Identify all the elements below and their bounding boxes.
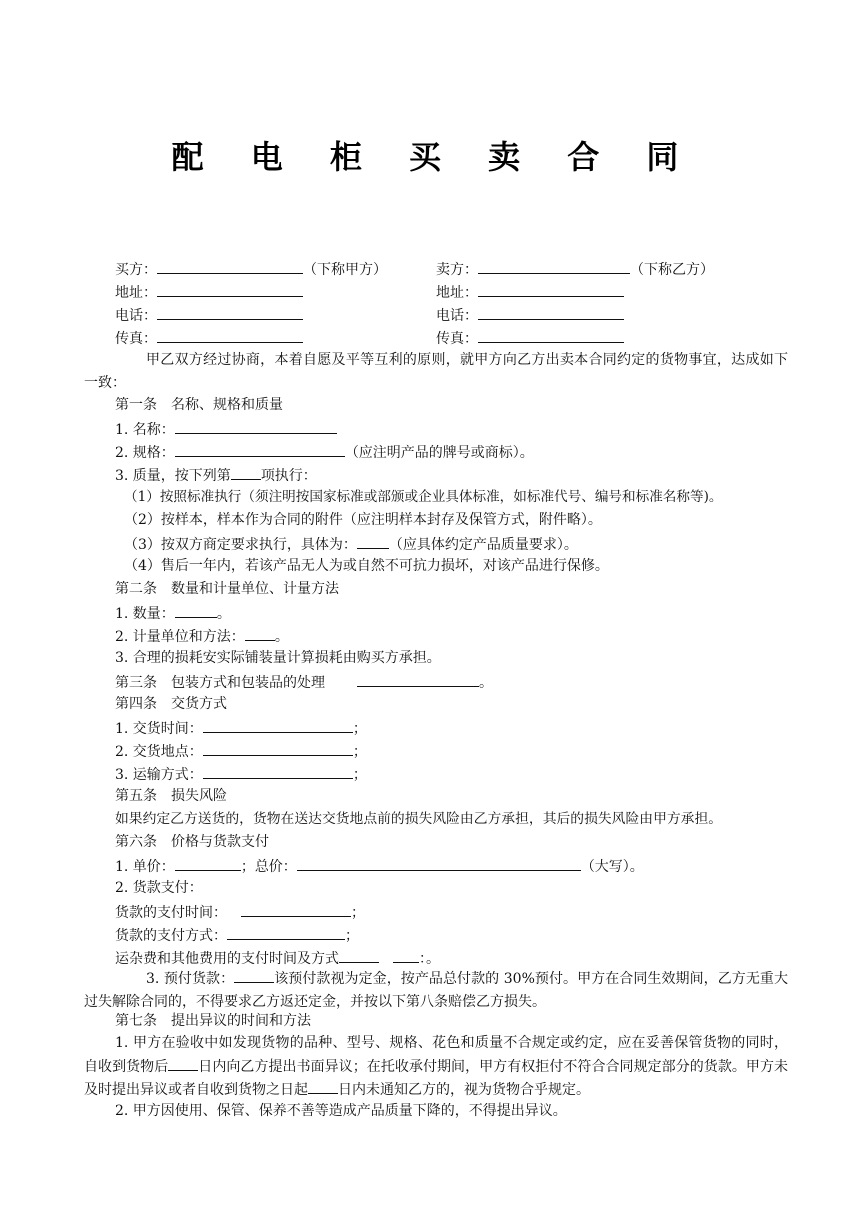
buyer-phone-line [115,304,303,326]
article-3-line [115,671,493,693]
article-6-heading: 第六条 价格与货款支付 [115,834,269,850]
unit-method-blank [245,625,275,641]
deposit-blank [234,967,274,983]
buyer-fax-label: 传真： [115,331,157,347]
quality-option-3 [124,533,578,555]
quality-label-b: 项执行： [260,468,317,484]
quality-option-2: （2）按样本，样本作为合同的附件（应注明样本封存及保管方式，附件略）。 [124,512,602,528]
seller-phone-line [436,304,624,326]
product-name-blank [175,418,337,434]
quality-label-a: 3. 质量，按下列第 [115,468,231,484]
spec-note: （应注明产品的牌号或商标）。 [344,445,534,461]
buyer-fax-line [115,327,303,349]
delivery-place-label: 2. 交货地点： [115,744,203,760]
delivery-place-blank [203,740,353,756]
deposit-label: 3. 预付货款： [146,971,235,987]
quantity-line [115,602,231,624]
quality-option-3-blank [357,533,389,549]
spec-blank [175,441,345,457]
seller-line [436,258,714,280]
seller-blank [478,258,630,274]
pay-time-line [115,901,365,923]
seller-address-label: 地址： [436,285,478,301]
delivery-time-blank [203,717,353,733]
quality-option-3-b: （应具体约定产品质量要求）。 [388,537,578,553]
seller-phone-label: 电话： [436,308,478,324]
pay-method-end: ； [345,928,359,944]
seller-address-blank [478,281,624,297]
pay-time-blank [241,901,351,917]
product-name-line [115,418,337,440]
deposit-paragraph [84,967,788,1013]
unit-method-label: 2. 计量单位和方法： [115,629,245,645]
deposit-text: 该预付款视为定金，按产品总付款的 30%预付。甲方在合同生效期间，乙方无重大过失解除合同的，不得要求乙方返还定金，并按以下第八条赔偿乙方损失。 [84,971,788,1010]
seller-suffix: （下称乙方） [630,262,714,278]
objection-text-b: 日内向乙方提出书面异议；在托收承付期间，甲方有权拒付不符合合同规定部分的货款。甲方未及时提出异议或者自收到货物之日起 [84,1058,788,1098]
pay-time-end: ； [351,905,365,921]
seller-fax-blank [478,327,624,343]
buyer-fax-blank [157,327,303,343]
pay-method-label: 货款的支付方式： [115,928,227,944]
freight-blank-b [393,947,419,963]
delivery-place-line [115,740,367,762]
buyer-blank [157,258,303,274]
objection-text-c: 日内未通知乙方的，视为货物合乎规定。 [338,1082,590,1098]
buyer-phone-label: 电话： [115,308,157,324]
objection-text-a: 1. 甲方在验收中如发现货物的品种、型号、规格、花色和质量不合规定或约定，应在妥善保管货物的同时，自收到货物后 [84,1035,788,1075]
buyer-suffix: （下称甲方） [303,262,387,278]
buyer-address-label: 地址： [115,285,157,301]
risk-clause: 如果约定乙方送货的，货物在送达交货地点前的损失风险由乙方承担，其后的损失风险由甲方承担。 [115,811,723,827]
pay-method-line [115,924,359,946]
total-price-label: 总价： [254,859,297,875]
article-5-heading: 第五条 损失风险 [115,788,227,804]
article-7-heading: 第七条 提出异议的时间和方法 [115,1013,311,1029]
article-3-heading: 第三条 包装方式和包装品的处理 [115,675,325,691]
quantity-label: 1. 数量： [115,606,175,622]
price-line [115,855,644,877]
total-price-blank [297,855,581,871]
seller-label: 卖方： [436,262,478,278]
article-4-heading: 第四条 交货方式 [115,696,227,712]
buyer-label: 买方： [115,262,157,278]
article-1-heading: 第一条 名称、规格和质量 [115,397,283,413]
quality-line [115,464,317,486]
buyer-address-line [115,281,303,303]
product-name-label: 1. 名称： [115,422,175,438]
quality-option-1: （1）按照标准执行（须注明按国家标准或部颁或企业具体标准，如标准代号、编号和标准名称等)。 [124,489,723,505]
seller-fax-line [436,327,624,349]
pay-method-blank [227,924,345,940]
objection-days-blank-2 [308,1078,338,1094]
buyer-phone-blank [157,304,303,320]
unit-method-line [115,625,289,647]
buyer-address-blank [157,281,303,297]
transport-blank [203,763,353,779]
transport-label: 3. 运输方式： [115,767,203,783]
freight-blank-a [339,947,379,963]
transport-line [115,763,367,785]
seller-fax-label: 传真： [436,331,478,347]
delivery-time-end: ； [352,721,367,737]
article-2-heading: 第二条 数量和计量单位、计量方法 [115,581,339,597]
quality-option-3-a: （3）按双方商定要求执行，具体为： [124,537,357,553]
quality-item-blank [231,464,261,480]
intro-paragraph: 甲乙双方经过协商，本着自愿及平等互利的原则，就甲方向乙方出卖本合同约定的货物事宜，达成如下一致： [84,352,788,391]
transport-end: ； [352,767,367,783]
packaging-blank [357,671,479,687]
freight-label: 运杂费和其他费用的支付时间及方式 [115,951,339,967]
freight-end: ：。 [419,951,440,967]
article-3-end: 。 [479,675,493,691]
unit-price-blank [175,855,241,871]
objection-paragraph [84,1032,788,1102]
capital-note: （大写）。 [580,859,644,875]
objection-days-blank-1 [168,1055,198,1071]
pay-time-label: 货款的支付时间： [115,905,227,921]
unit-price-label: 1. 单价： [115,859,175,875]
page-title: 配 电 柜 买 卖 合 同 [171,138,697,176]
payment-heading: 2. 货款支付： [115,880,203,896]
objection-clause-2: 2. 甲方因使用、保管、保养不善等造成产品质量下降的，不得提出异议。 [115,1103,567,1119]
loss-clause: 3. 合理的损耗安实际铺装量计算损耗由购买方承担。 [115,650,441,666]
buyer-line [115,258,387,280]
price-separator: ； [240,859,255,875]
quantity-blank [175,602,217,618]
seller-phone-blank [478,304,624,320]
seller-address-line [436,281,624,303]
delivery-time-line [115,717,367,739]
quality-option-4: （4）售后一年内，若该产品无人为或自然不可抗力损坏，对该产品进行保修。 [124,558,609,574]
spec-line [115,441,534,463]
quantity-end: 。 [216,606,231,622]
freight-line [115,947,440,969]
unit-method-end: 。 [274,629,289,645]
delivery-place-end: ； [352,744,367,760]
delivery-time-label: 1. 交货时间： [115,721,203,737]
spec-label: 2. 规格： [115,445,175,461]
